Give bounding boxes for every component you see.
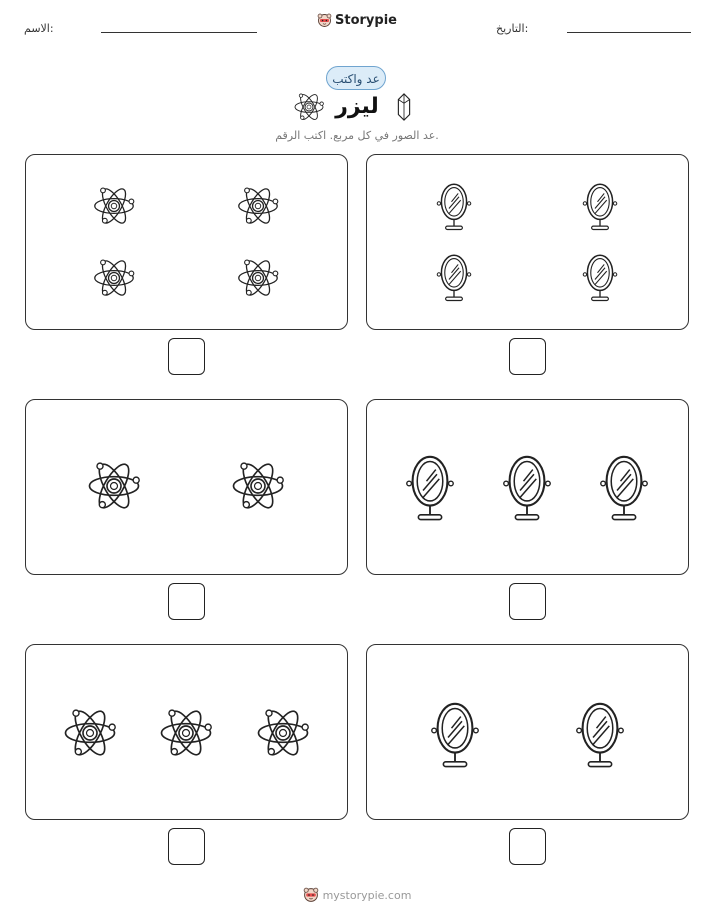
atom-icon [255, 705, 311, 761]
name-label: الاسم: [24, 22, 54, 35]
answer-box-5[interactable] [168, 828, 205, 865]
brand-logo [0, 13, 714, 32]
atom-icon [236, 256, 280, 300]
mirror-icon [436, 251, 472, 303]
date-line[interactable] [567, 32, 691, 33]
brand-name: Storypie [335, 13, 397, 28]
mirror-icon [582, 180, 618, 232]
answer-box-4[interactable] [509, 583, 546, 620]
atom-icon [158, 705, 214, 761]
atom-icon [86, 458, 142, 514]
storypie-mascot-icon [317, 13, 332, 28]
instructions: عد الصور في كل مربع. اكتب الرقم. [275, 129, 439, 142]
name-line[interactable] [101, 32, 257, 33]
mirror-icon [430, 698, 480, 770]
answer-box-2[interactable] [509, 338, 546, 375]
count-panel-atoms-1 [25, 154, 348, 330]
count-panel-atoms-3 [25, 644, 348, 820]
atom-icon [62, 705, 118, 761]
count-panel-mirrors-1 [366, 154, 689, 330]
footer-url[interactable]: mystorypie.com [322, 888, 412, 902]
answer-box-1[interactable] [168, 338, 205, 375]
date-label: التاريخ: [496, 22, 529, 35]
atom-icon [293, 91, 325, 123]
atom-icon [92, 256, 136, 300]
atom-icon [230, 458, 286, 514]
mirror-icon [582, 251, 618, 303]
count-panel-mirrors-3 [366, 644, 689, 820]
answer-box-3[interactable] [168, 583, 205, 620]
atom-icon [92, 184, 136, 228]
answer-box-6[interactable] [509, 828, 546, 865]
mirror-icon [436, 180, 472, 232]
mirror-icon [575, 698, 625, 770]
crystal-icon [396, 92, 412, 122]
count-panel-mirrors-2 [366, 399, 689, 575]
worksheet-title: ليزر [335, 94, 379, 119]
mirror-icon [405, 451, 455, 523]
count-panel-atoms-2 [25, 399, 348, 575]
activity-badge: عد واكتب [326, 66, 386, 90]
atom-icon [236, 184, 280, 228]
footer [0, 887, 714, 906]
mirror-icon [599, 451, 649, 523]
mirror-icon [502, 451, 552, 523]
storypie-mascot-icon [303, 887, 319, 903]
